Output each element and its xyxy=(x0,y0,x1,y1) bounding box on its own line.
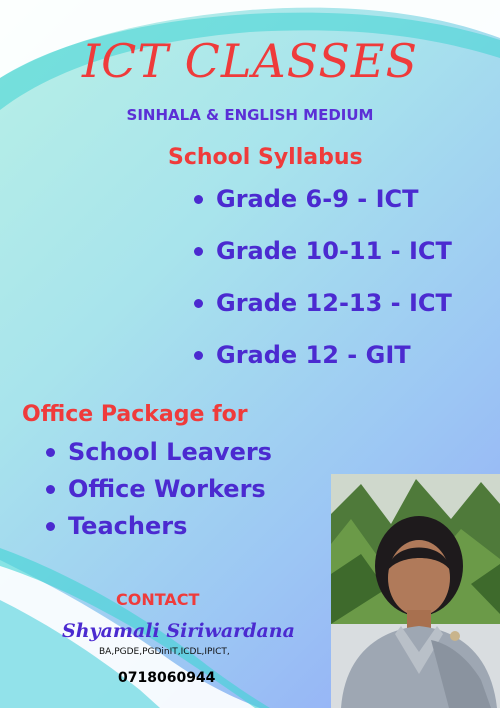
teacher-photo xyxy=(331,474,500,708)
contact-qualifications: BA,PGDE,PGDinIT,ICDL,IPICT, xyxy=(99,647,230,657)
syllabus-heading: School Syllabus xyxy=(168,145,363,170)
bullet-icon xyxy=(194,247,203,256)
office-item xyxy=(68,475,272,503)
office-list xyxy=(68,438,272,549)
bullet-icon xyxy=(46,522,55,531)
office-label: School Leavers xyxy=(68,438,272,466)
bullet-icon xyxy=(194,195,203,204)
grade-label: Grade 12-13 - ICT xyxy=(216,289,452,317)
bullet-icon xyxy=(194,299,203,308)
medium-subtitle: SINHALA & ENGLISH MEDIUM xyxy=(126,106,374,124)
grade-label: Grade 6-9 - ICT xyxy=(216,185,419,213)
contact-name: Shyamali Siriwardana xyxy=(62,620,295,642)
bullet-icon xyxy=(194,351,203,360)
office-item xyxy=(68,512,272,540)
grade-item xyxy=(216,342,452,368)
grade-item xyxy=(216,186,452,212)
page-title: ICT CLASSES xyxy=(82,34,418,88)
grade-item xyxy=(216,238,452,264)
office-heading: Office Package for xyxy=(22,402,248,427)
grade-list xyxy=(216,186,452,394)
office-label: Teachers xyxy=(68,512,188,540)
office-item xyxy=(68,438,272,466)
contact-phone: 0718060944 xyxy=(118,670,216,686)
bullet-icon xyxy=(46,448,55,457)
contact-label: CONTACT xyxy=(116,590,200,609)
grade-label: Grade 12 - GIT xyxy=(216,341,411,369)
bullet-icon xyxy=(46,485,55,494)
grade-label: Grade 10-11 - ICT xyxy=(216,237,452,265)
office-label: Office Workers xyxy=(68,475,266,503)
grade-item xyxy=(216,290,452,316)
